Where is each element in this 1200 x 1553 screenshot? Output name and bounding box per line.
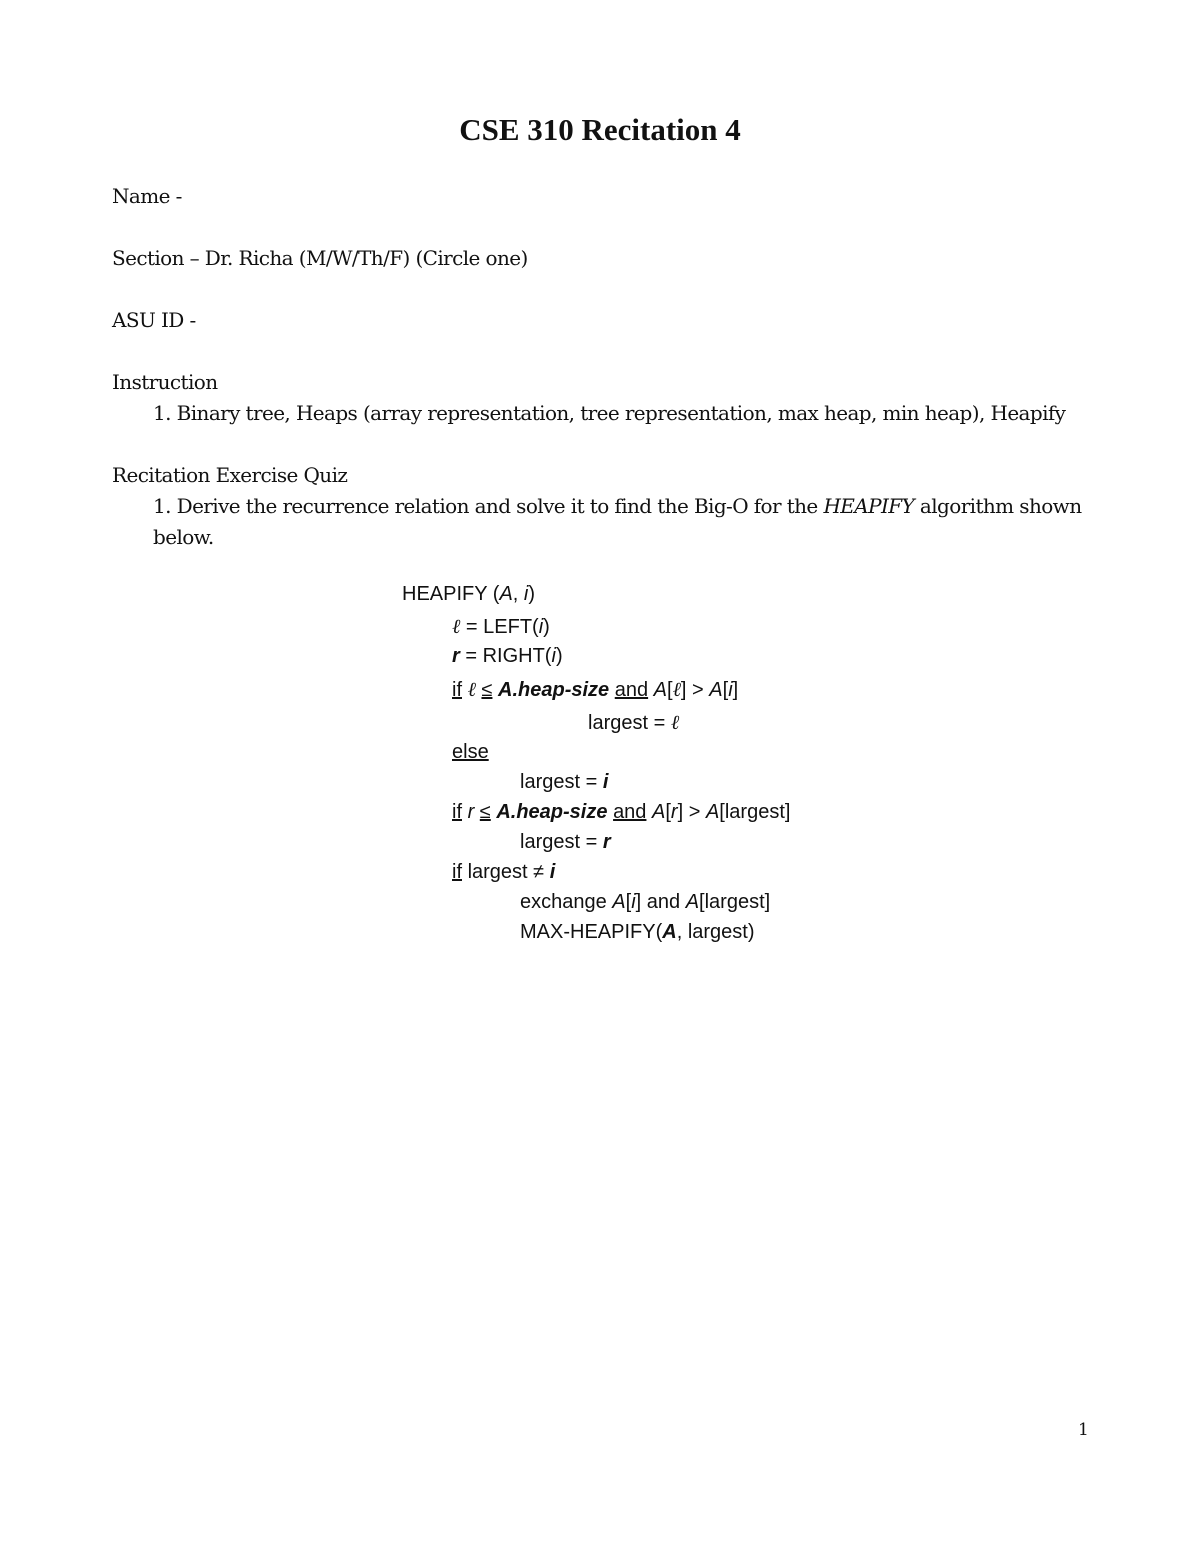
ell-symbol: ℓ bbox=[452, 614, 461, 638]
right-call: RIGHT( bbox=[482, 645, 552, 667]
quiz-heading: Recitation Exercise Quiz bbox=[112, 463, 348, 487]
var-r: r bbox=[467, 801, 475, 823]
le-symbol: ≤ bbox=[479, 801, 491, 823]
pseudocode-left-assign bbox=[452, 612, 550, 641]
equals: = bbox=[459, 645, 483, 667]
quiz-question-suffix: algorithm shown below. bbox=[153, 494, 1082, 549]
asu-id-field-label: ASU ID - bbox=[112, 308, 196, 332]
largest-var: largest bbox=[467, 861, 528, 883]
paren-close: ) bbox=[528, 583, 536, 605]
gt: > bbox=[683, 801, 706, 823]
else-keyword: else bbox=[452, 741, 489, 763]
largest-var: largest bbox=[704, 891, 765, 913]
var-a: A bbox=[652, 801, 666, 823]
var-a: A bbox=[653, 679, 668, 701]
var-a: A bbox=[709, 679, 723, 701]
ell-symbol: ℓ bbox=[467, 677, 476, 701]
largest-assign: largest = bbox=[588, 712, 671, 734]
var-r: r bbox=[670, 801, 678, 823]
name-field-label: Name - bbox=[112, 184, 182, 208]
pseudocode-else bbox=[452, 738, 489, 766]
var-a: A bbox=[685, 891, 700, 913]
quiz-question bbox=[153, 491, 1083, 553]
instruction-item: 1. Binary tree, Heaps (array representation, tree representation, max heap, min heap), Heapify bbox=[153, 401, 1066, 425]
comma: , bbox=[512, 583, 524, 605]
and-keyword: and bbox=[614, 679, 649, 701]
var-i: i bbox=[728, 679, 733, 701]
largest-arg: , largest) bbox=[676, 921, 755, 943]
var-a: A bbox=[662, 921, 677, 943]
arg-a: A bbox=[499, 583, 513, 605]
pseudocode-largest-r bbox=[520, 828, 611, 856]
equals: = bbox=[460, 616, 484, 638]
if-keyword: if bbox=[452, 861, 462, 883]
pseudocode-if-right: if r ≤ A.heap-size and A[r] > A[largest] bbox=[452, 801, 791, 823]
var-i: i bbox=[538, 616, 544, 638]
pseudocode-largest-i bbox=[520, 768, 608, 796]
var-i: i bbox=[631, 891, 636, 913]
le-symbol: ≤ bbox=[481, 679, 493, 701]
and-text: and bbox=[641, 891, 686, 913]
ell-symbol: ℓ bbox=[670, 710, 680, 734]
pseudocode-exchange: exchange A[i] and A[largest] bbox=[520, 891, 771, 913]
neq-symbol: ≠ bbox=[527, 861, 550, 883]
function-name: HEAPIFY bbox=[402, 583, 488, 605]
var-i: i bbox=[602, 771, 609, 793]
page-title: CSE 310 Recitation 4 bbox=[459, 112, 741, 147]
pseudocode-signature bbox=[402, 580, 535, 608]
var-i: i bbox=[551, 645, 556, 667]
section-field-label: Section – Dr. Richa (M/W/Th/F) (Circle one) bbox=[112, 246, 528, 270]
page-number: 1 bbox=[1078, 1420, 1089, 1440]
quiz-question-prefix: 1. Derive the recurrence relation and solve it to find the Big-O for the bbox=[153, 494, 824, 518]
var-r: r bbox=[602, 831, 611, 853]
pseudocode-if-left: if ℓ ≤ A.heap-size and A[ℓ] > A[i] bbox=[452, 677, 739, 701]
exchange-keyword: exchange bbox=[520, 891, 613, 913]
pseudocode-right-assign bbox=[452, 642, 563, 670]
if-keyword: if bbox=[452, 801, 462, 823]
arg-i: i bbox=[523, 583, 529, 605]
var-i: i bbox=[549, 861, 556, 883]
pseudocode-recursive-call bbox=[520, 918, 755, 946]
var-a: A bbox=[612, 891, 626, 913]
heap-size: A.heap-size bbox=[498, 679, 610, 701]
max-heapify-call: MAX-HEAPIFY( bbox=[520, 921, 663, 943]
instruction-heading: Instruction bbox=[112, 370, 218, 394]
var-r: r bbox=[452, 645, 460, 667]
largest-assign: largest = bbox=[520, 831, 603, 853]
var-a: A bbox=[705, 801, 720, 823]
heap-size: A.heap-size bbox=[496, 801, 608, 823]
paren-close: ) bbox=[555, 645, 563, 667]
pseudocode-largest-ell bbox=[588, 708, 679, 737]
quiz-question-algorithm: HEAPIFY bbox=[823, 494, 915, 518]
left-call: LEFT( bbox=[483, 616, 539, 638]
paren-close: ) bbox=[543, 616, 550, 638]
pseudocode-if-largest bbox=[452, 858, 555, 886]
largest-var: largest bbox=[724, 801, 785, 823]
if-keyword: if bbox=[452, 679, 462, 701]
gt: > bbox=[686, 679, 710, 701]
and-keyword: and bbox=[613, 801, 647, 823]
ell-symbol: ℓ bbox=[672, 677, 681, 701]
largest-assign: largest = bbox=[520, 771, 603, 793]
paren-open: ( bbox=[487, 583, 500, 605]
